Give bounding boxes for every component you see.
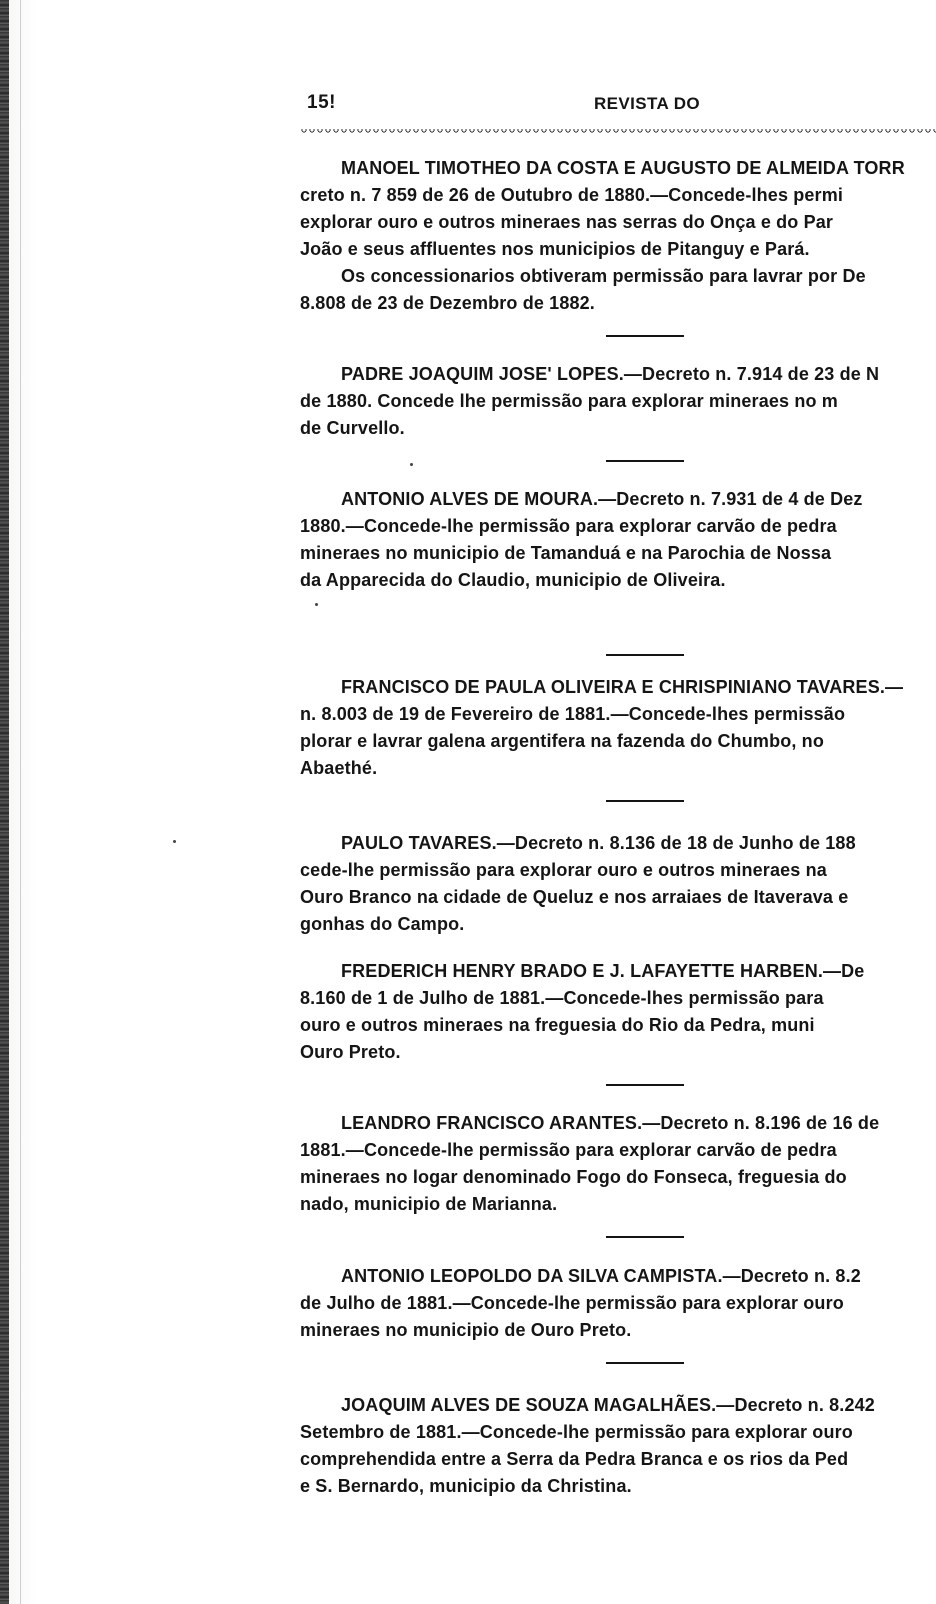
- page-header: [300, 92, 936, 122]
- entry-1-line-6: 8.808 de 23 de Dezembro de 1882.: [300, 293, 595, 313]
- decree-entry-2: [300, 361, 936, 442]
- entry-9-line-1: JOAQUIM ALVES DE SOUZA MAGALHÃES.—Decreto n. 8.242: [341, 1395, 875, 1415]
- section-spacing: [300, 1364, 936, 1392]
- decree-entry-6: [300, 958, 936, 1066]
- entry-3-line-2: 1880.—Concede-lhe permissão para explorar carvão de pedra: [300, 516, 837, 536]
- entry-9-line-4: e S. Bernardo, municipio da Christina.: [300, 1476, 632, 1496]
- entry-3-line-3: mineraes no municipio de Tamanduá e na Parochia de Nossa: [300, 543, 832, 563]
- section-spacing: [300, 938, 936, 958]
- entry-1-line-3: explorar ouro e outros mineraes nas serras do Onça e do Par: [300, 212, 834, 232]
- section-spacing: [300, 462, 936, 486]
- decree-entry-8: [300, 1263, 936, 1344]
- entry-3-line-1: ANTONIO ALVES DE MOURA.—Decreto n. 7.931 de 4 de Dez: [341, 489, 863, 509]
- entry-5-line-3: Ouro Branco na cidade de Queluz e nos arraiaes de Itaverava e: [300, 887, 849, 907]
- entry-4-line-4: Abaethé.: [300, 758, 378, 778]
- entry-6-line-3: ouro e outros mineraes na freguesia do Rio da Pedra, muni: [300, 1015, 815, 1035]
- page-number: 15!: [307, 92, 336, 113]
- entry-5-line-2: cede-lhe permissão para explorar ouro e outros mineraes na: [300, 860, 827, 880]
- decree-entry-5: [300, 830, 936, 938]
- entry-7-line-3: mineraes no logar denominado Fogo do Fonseca, freguesia do: [300, 1167, 847, 1187]
- entry-1-line-1: MANOEL TIMOTHEO DA COSTA E AUGUSTO DE ALMEIDA TORR: [341, 158, 905, 178]
- entry-1-line-5: Os concessionarios obtiveram permissão para lavrar por De: [341, 266, 866, 286]
- entry-7-line-1: LEANDRO FRANCISCO ARANTES.—Decreto n. 8.196 de 16 de: [341, 1113, 880, 1133]
- entry-2-line-2: de 1880. Concede lhe permissão para explorar mineraes no m: [300, 391, 838, 411]
- scan-speck: [315, 603, 318, 606]
- section-spacing: [300, 656, 936, 674]
- decree-entry-9: [300, 1392, 936, 1500]
- entry-9-line-3: comprehendida entre a Serra da Pedra Branca e os rios da Ped: [300, 1449, 849, 1469]
- decree-entry-list: [300, 155, 936, 1500]
- entry-2-line-3: de Curvello.: [300, 418, 405, 438]
- entry-3-line-4: da Apparecida do Claudio, municipio de Oliveira.: [300, 570, 726, 590]
- book-binding-edge: [0, 0, 9, 1604]
- entry-8-line-2: de Julho de 1881.—Concede-lhe permissão para explorar ouro: [300, 1293, 844, 1313]
- scan-speck: [410, 463, 413, 466]
- decree-entry-1: [300, 155, 936, 317]
- entry-7-line-2: 1881.—Concede-lhe permissão para explorar carvão de pedra: [300, 1140, 837, 1160]
- entry-6-line-2: 8.160 de 1 de Julho de 1881.—Concede-lhes permissão para: [300, 988, 824, 1008]
- entry-7-line-4: nado, municipio de Marianna.: [300, 1194, 558, 1214]
- entry-8-line-1: ANTONIO LEOPOLDO DA SILVA CAMPISTA.—Decreto n. 8.2: [341, 1266, 861, 1286]
- section-spacing: [300, 337, 936, 361]
- entry-2-line-1: PADRE JOAQUIM JOSE' LOPES.—Decreto n. 7.914 de 23 de N: [341, 364, 880, 384]
- entry-5-line-4: gonhas do Campo.: [300, 914, 465, 934]
- entry-1-line-4: João e seus affluentes nos municipios de Pitanguy e Pará.: [300, 239, 810, 259]
- entry-4-line-1: FRANCISCO DE PAULA OLIVEIRA E CHRISPINIANO TAVARES.—: [341, 677, 904, 697]
- entry-4-line-3: plorar e lavrar galena argentifera na fazenda do Chumbo, no: [300, 731, 824, 751]
- entry-9-line-2: Setembro de 1881.—Concede-lhe permissão para explorar ouro: [300, 1422, 853, 1442]
- decree-entry-7: [300, 1110, 936, 1218]
- section-spacing: [300, 594, 936, 636]
- section-spacing: [300, 802, 936, 830]
- page-gutter-line: [20, 0, 21, 1604]
- entry-6-line-1: FREDERICH HENRY BRADO E J. LAFAYETTE HARBEN.—De: [341, 961, 865, 981]
- running-title: REVISTA DO: [594, 94, 701, 113]
- entry-4-line-2: n. 8.003 de 19 de Fevereiro de 1881.—Concede-lhes permissão: [300, 704, 846, 724]
- section-spacing: [300, 1238, 936, 1263]
- entry-8-line-3: mineraes no municipio de Ouro Preto.: [300, 1320, 632, 1340]
- decree-entry-3: [300, 486, 936, 594]
- entry-6-line-4: Ouro Preto.: [300, 1042, 401, 1062]
- header-wavy-rule: [300, 129, 936, 133]
- section-spacing: [300, 1086, 936, 1110]
- decree-entry-4: [300, 674, 936, 782]
- entry-5-line-1: PAULO TAVARES.—Decreto n. 8.136 de 18 de Junho de 188: [341, 833, 856, 853]
- entry-1-line-2: creto n. 7 859 de 26 de Outubro de 1880.—Concede-lhes permi: [300, 185, 844, 205]
- scan-speck: [173, 840, 176, 843]
